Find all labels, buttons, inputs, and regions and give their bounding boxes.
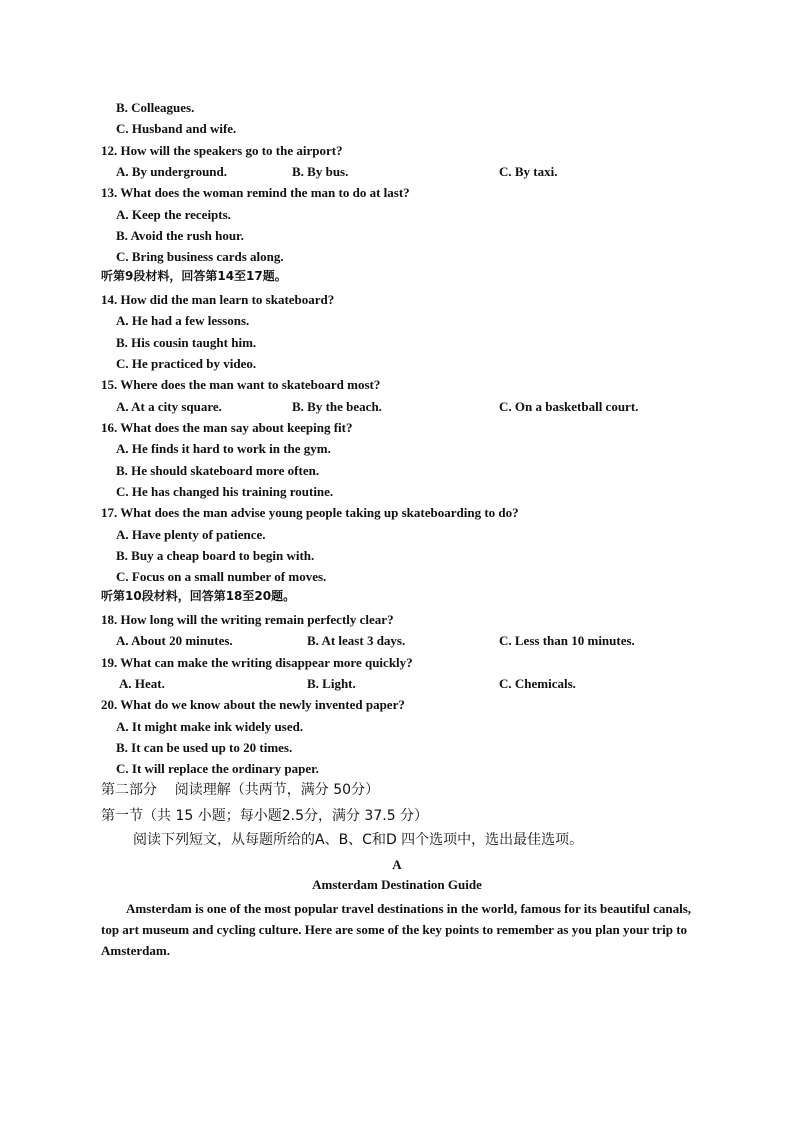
q14-question: 14. How did the man learn to skateboard? xyxy=(101,292,335,307)
section-10-instruction: 听第10段材料，回答第18至20题。 xyxy=(101,589,296,603)
section-one-title: 第一节（共 15 小题；每小题2.5分，满分 37.5 分） xyxy=(101,808,429,824)
q16-option-a: A. He finds it hard to work in the gym. xyxy=(116,441,331,456)
q13-option-c: C. Bring business cards along. xyxy=(116,249,284,264)
q12-option-b: B. By bus. xyxy=(292,164,349,179)
part-two-title: 第二部分 阅读理解（共两节，满分 50分） xyxy=(101,782,380,798)
q20-option-b: B. It can be used up to 20 times. xyxy=(116,740,293,755)
passage-body: Amsterdam is one of the most popular travel destinations in the world, famous for its beautiful canals, top art museum and cycling culture. Here are some of the key points to remember as you plan your trip to Amsterdam. xyxy=(101,901,692,958)
q16-option-b: B. He should skateboard more often. xyxy=(116,463,320,478)
q14-option-c: C. He practiced by video. xyxy=(116,356,257,371)
passage-title: Amsterdam Destination Guide xyxy=(312,877,482,892)
q15-option-b: B. By the beach. xyxy=(292,399,382,414)
q11-option-c: C. Husband and wife. xyxy=(116,121,237,136)
q17-option-c: C. Focus on a small number of moves. xyxy=(116,569,327,584)
q20-question: 20. What do we know about the newly invented paper? xyxy=(101,697,405,712)
section-9-instruction: 听第9段材料，回答第14至17题。 xyxy=(101,269,287,283)
reading-instruction: 阅读下列短文，从每题所给的A、B、C和D 四个选项中，选出最佳选项。 xyxy=(133,832,584,848)
q19-option-a: A. Heat. xyxy=(119,676,165,691)
q14-option-b: B. His cousin taught him. xyxy=(116,335,257,350)
q17-option-a: A. Have plenty of patience. xyxy=(116,527,266,542)
q15-question: 15. Where does the man want to skateboard most? xyxy=(101,377,381,392)
q17-option-b: B. Buy a cheap board to begin with. xyxy=(116,548,315,563)
q18-question: 18. How long will the writing remain perfectly clear? xyxy=(101,612,394,627)
q15-option-c: C. On a basketball court. xyxy=(499,399,639,414)
q19-option-b: B. Light. xyxy=(307,676,356,691)
q12-question: 12. How will the speakers go to the airport? xyxy=(101,143,343,158)
q12-option-c: C. By taxi. xyxy=(499,164,558,179)
q16-option-c: C. He has changed his training routine. xyxy=(116,484,334,499)
q19-question: 19. What can make the writing disappear more quickly? xyxy=(101,655,413,670)
q17-question: 17. What does the man advise young people taking up skateboarding to do? xyxy=(101,505,519,520)
q12-option-a: A. By underground. xyxy=(116,164,228,179)
q16-question: 16. What does the man say about keeping fit? xyxy=(101,420,353,435)
q19-option-c: C. Chemicals. xyxy=(499,676,576,691)
q11-option-b: B. Colleagues. xyxy=(116,100,195,115)
q20-option-a: A. It might make ink widely used. xyxy=(116,719,304,734)
q13-option-b: B. Avoid the rush hour. xyxy=(116,228,244,243)
q13-question: 13. What does the woman remind the man to do at last? xyxy=(101,185,410,200)
q18-option-b: B. At least 3 days. xyxy=(307,633,406,648)
q15-option-a: A. At a city square. xyxy=(116,399,222,414)
q13-option-a: A. Keep the receipts. xyxy=(116,207,231,222)
q18-option-a: A. About 20 minutes. xyxy=(116,633,233,648)
q20-option-c: C. It will replace the ordinary paper. xyxy=(116,761,319,776)
passage-label: A xyxy=(392,857,402,872)
q14-option-a: A. He had a few lessons. xyxy=(116,313,250,328)
q18-option-c: C. Less than 10 minutes. xyxy=(499,633,635,648)
